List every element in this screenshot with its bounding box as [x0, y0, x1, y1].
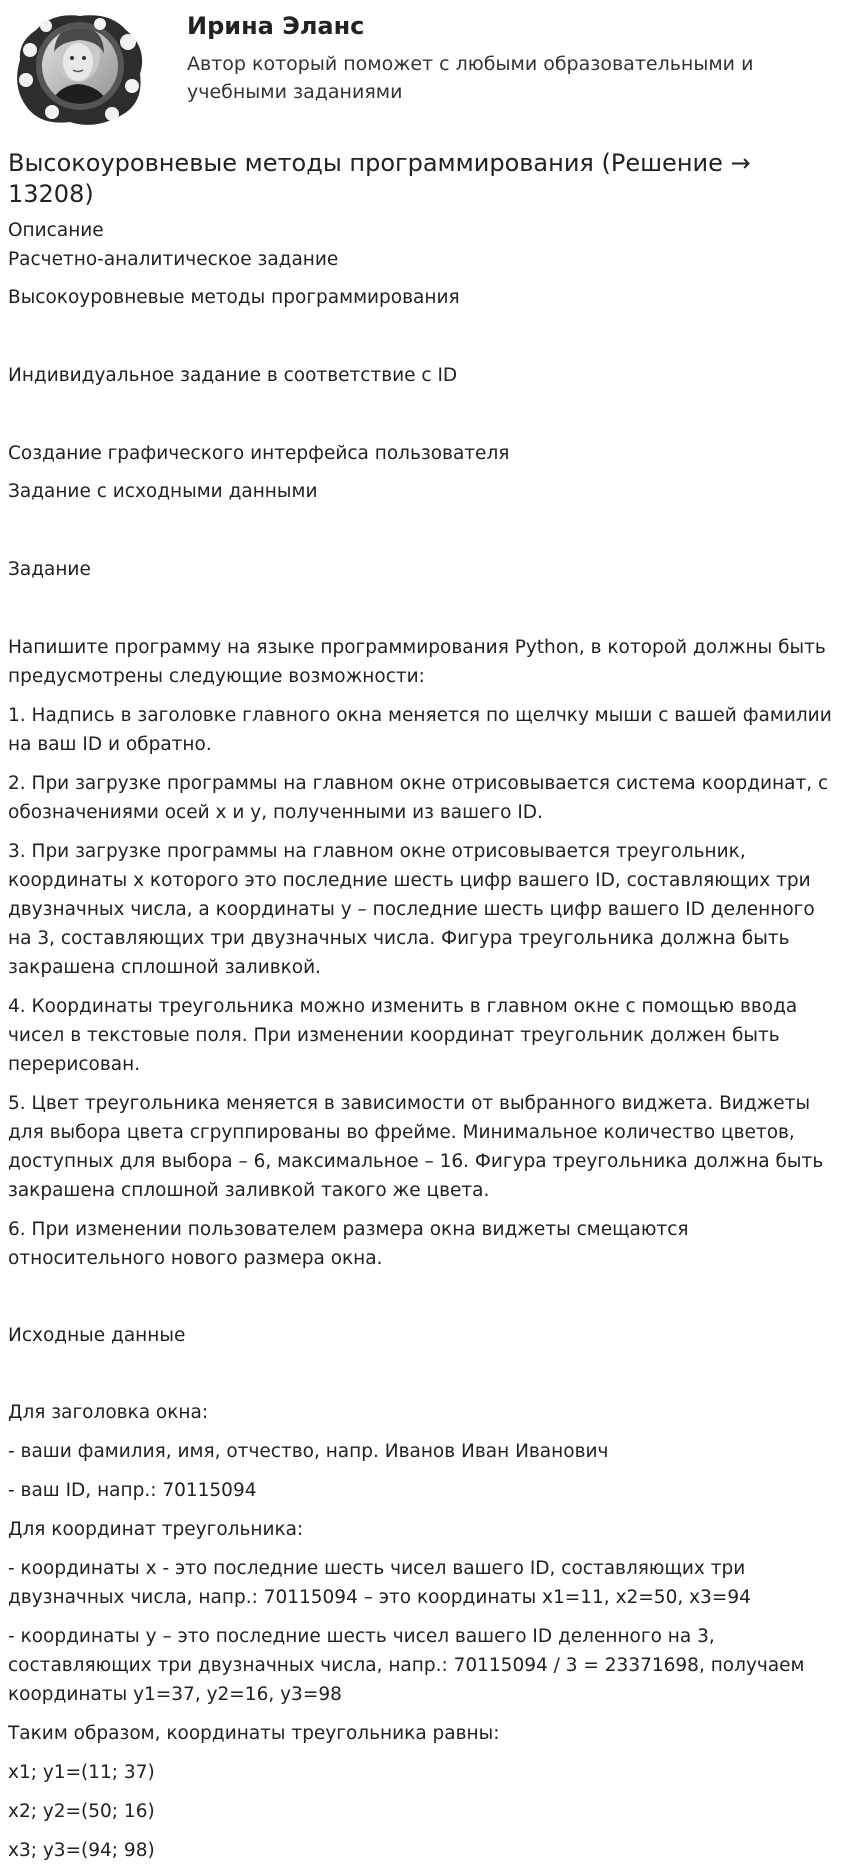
point-line: x2; y2=(50; 16): [8, 1801, 155, 1822]
task-item: 2. При загрузке программы на главном окне отрисовывается система координат, с обозначениями осей x и y, полученными из вашего ID.: [8, 773, 829, 823]
individual-task: Индивидуальное задание в соответствие с ID: [8, 365, 458, 386]
task-item: 6. При изменении пользователем размера окна виджеты смещаются относительного нового размера окна.: [8, 1219, 689, 1269]
point-line: x1; y1=(11; 37): [8, 1762, 155, 1783]
task-item: 5. Цвет треугольника меняется в зависимости от выбранного виджета. Виджеты для выбора цвета сгруппированы во фрейме. Минимальное количество цветов, доступных для выбора – 6, максимальное – 16. Фигура треугольника должна быть закрашена сплошной заливкой такого же цвета.: [8, 1093, 824, 1201]
point-line: x3; y3=(94; 98): [8, 1840, 155, 1861]
source-data-label: Исходные данные: [8, 1325, 186, 1346]
author-header: [0, 0, 847, 140]
page-title: Высокоуровневые методы программирования (Решение → 13208): [8, 149, 751, 208]
task-intro: Напишите программу на языке программирования Python, в которой должны быть предусмотрены следующие возможности:: [8, 637, 826, 687]
author-name[interactable]: Ирина Эланс: [187, 12, 365, 40]
y-coords-line: - координаты y – это последние шесть чисел вашего ID деленного на 3, составляющих три двузначных числа, напр.: 70115094 / 3 = 23371698, получаем координаты y1=37, y2=16, y3=98: [8, 1626, 805, 1705]
fio-line: - ваши фамилия, имя, отчество, напр. Иванов Иван Иванович: [8, 1441, 609, 1462]
subject-heading: Высокоуровневые методы программирования: [8, 287, 460, 308]
description-label: Описание: [8, 220, 104, 241]
id-line: - ваш ID, напр.: 70115094: [8, 1480, 257, 1501]
task-item: 1. Надпись в заголовке главного окна меняется по щелчку мыши с вашей фамилии на ваш ID и обратно.: [8, 705, 832, 755]
x-coords-line: - координаты x - это последние шесть чисел вашего ID, составляющих три двузначных числа, напр.: 70115094 – это координаты x1=11, x2=50, x3=94: [8, 1558, 751, 1608]
window-title-label: Для заголовка окна:: [8, 1402, 209, 1423]
author-avatar-icon[interactable]: [8, 8, 153, 128]
coords-label: Для координат треугольника:: [8, 1519, 304, 1540]
task-type: Расчетно-аналитическое задание: [8, 249, 339, 270]
task-item: 4. Координаты треугольника можно изменить в главном окне с помощью ввода чисел в текстовые поля. При изменении координат треугольник должен быть перерисован.: [8, 996, 798, 1075]
task-label: Задание: [8, 559, 91, 580]
author-description: Автор который поможет с любыми образовательными и учебными заданиями: [187, 53, 754, 103]
task-item: 3. При загрузке программы на главном окне отрисовывается треугольник, координаты x которого это последние шесть цифр вашего ID, составляющих три двузначных числа, а координаты y – последние шесть цифр вашего ID деленного на 3, составляющих три двузначных числа. Фигура треугольника должна быть закрашена сплошной заливкой.: [8, 841, 815, 978]
summary-line: Таким образом, координаты треугольника равны:: [8, 1723, 500, 1744]
gui-heading: Создание графического интерфейса пользователя: [8, 443, 510, 464]
document-content: [8, 148, 838, 1875]
with-data-heading: Задание с исходными данными: [8, 481, 318, 502]
